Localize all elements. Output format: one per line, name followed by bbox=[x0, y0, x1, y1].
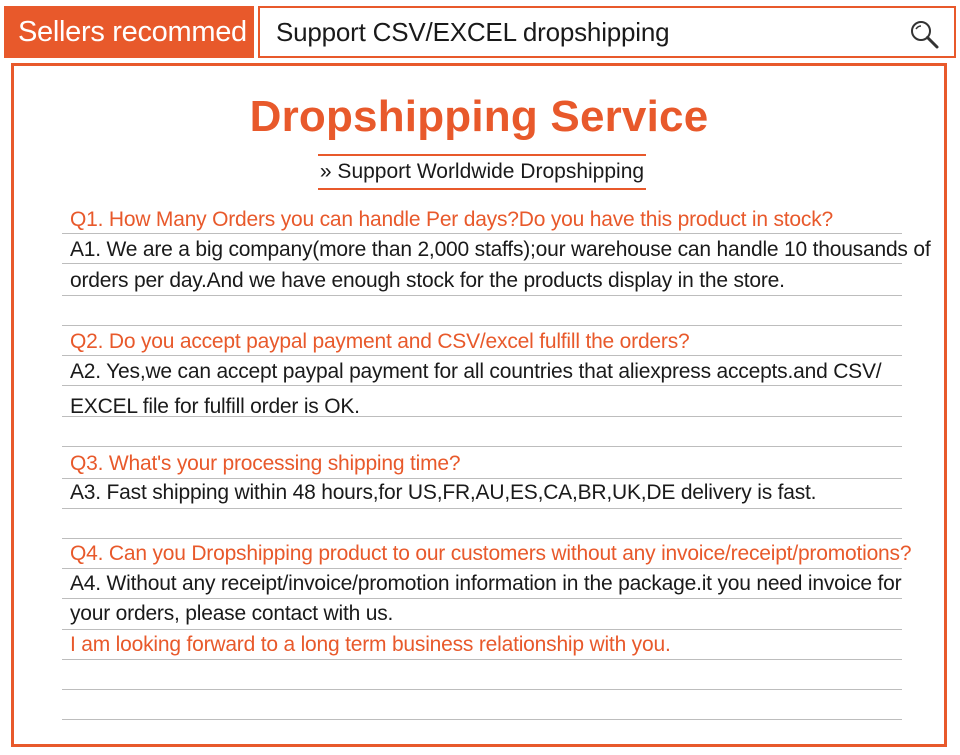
faq-answer-4-line-1: A4. Without any receipt/invoice/promotion information in the package.it you need invoice for bbox=[70, 572, 902, 595]
rule-line bbox=[62, 689, 902, 690]
search-icon[interactable] bbox=[908, 18, 940, 50]
search-text[interactable]: Support CSV/EXCEL dropshipping bbox=[276, 17, 670, 47]
rule-line bbox=[62, 629, 902, 630]
subtitle-box bbox=[318, 154, 646, 190]
sellers-recommend-tag[interactable]: Sellers recommed bbox=[4, 6, 254, 58]
rule-line bbox=[62, 508, 902, 509]
search-bar[interactable] bbox=[258, 6, 956, 58]
rule-line bbox=[62, 598, 902, 599]
closing-message: I am looking forward to a long term business relationship with you. bbox=[70, 633, 671, 656]
faq-question-2: Q2. Do you accept paypal payment and CSV/excel fulfill the orders? bbox=[70, 330, 690, 353]
rule-line bbox=[62, 355, 902, 356]
top-bar bbox=[0, 4, 960, 59]
faq-answer-2-line-1: A2. Yes,we can accept paypal payment for all countries that aliexpress accepts.and CSV/ bbox=[70, 360, 882, 383]
faq-question-1: Q1. How Many Orders you can handle Per days?Do you have this product in stock? bbox=[70, 208, 833, 231]
subtitle: » Support Worldwide Dropshipping bbox=[319, 160, 645, 183]
rule-line bbox=[62, 538, 902, 539]
rule-line bbox=[62, 385, 902, 386]
faq-question-3: Q3. What's your processing shipping time? bbox=[70, 452, 461, 475]
rule-line bbox=[62, 478, 902, 479]
rule-line bbox=[62, 233, 902, 234]
rule-line bbox=[62, 263, 902, 264]
faq-answer-1-line-1: A1. We are a big company(more than 2,000 staffs);our warehouse can handle 10 thousands of bbox=[70, 238, 931, 261]
faq-answer-4-line-2: your orders, please contact with us. bbox=[70, 602, 394, 625]
faq-answer-1-line-2: orders per day.And we have enough stock for the products display in the store. bbox=[70, 269, 785, 292]
dropshipping-panel bbox=[11, 63, 947, 747]
rule-line bbox=[62, 568, 902, 569]
rule-line bbox=[62, 719, 902, 720]
rule-line bbox=[62, 659, 902, 660]
rule-line bbox=[62, 295, 902, 296]
faq-question-4: Q4. Can you Dropshipping product to our customers without any invoice/receipt/promotions? bbox=[70, 542, 912, 565]
rule-line bbox=[62, 446, 902, 447]
faq-answer-2-line-2: EXCEL file for fulfill order is OK. bbox=[70, 395, 360, 418]
page-title: Dropshipping Service bbox=[249, 92, 709, 141]
rule-line bbox=[62, 325, 902, 326]
faq-answer-3-line-1: A3. Fast shipping within 48 hours,for US,FR,AU,ES,CA,BR,UK,DE delivery is fast. bbox=[70, 481, 817, 504]
